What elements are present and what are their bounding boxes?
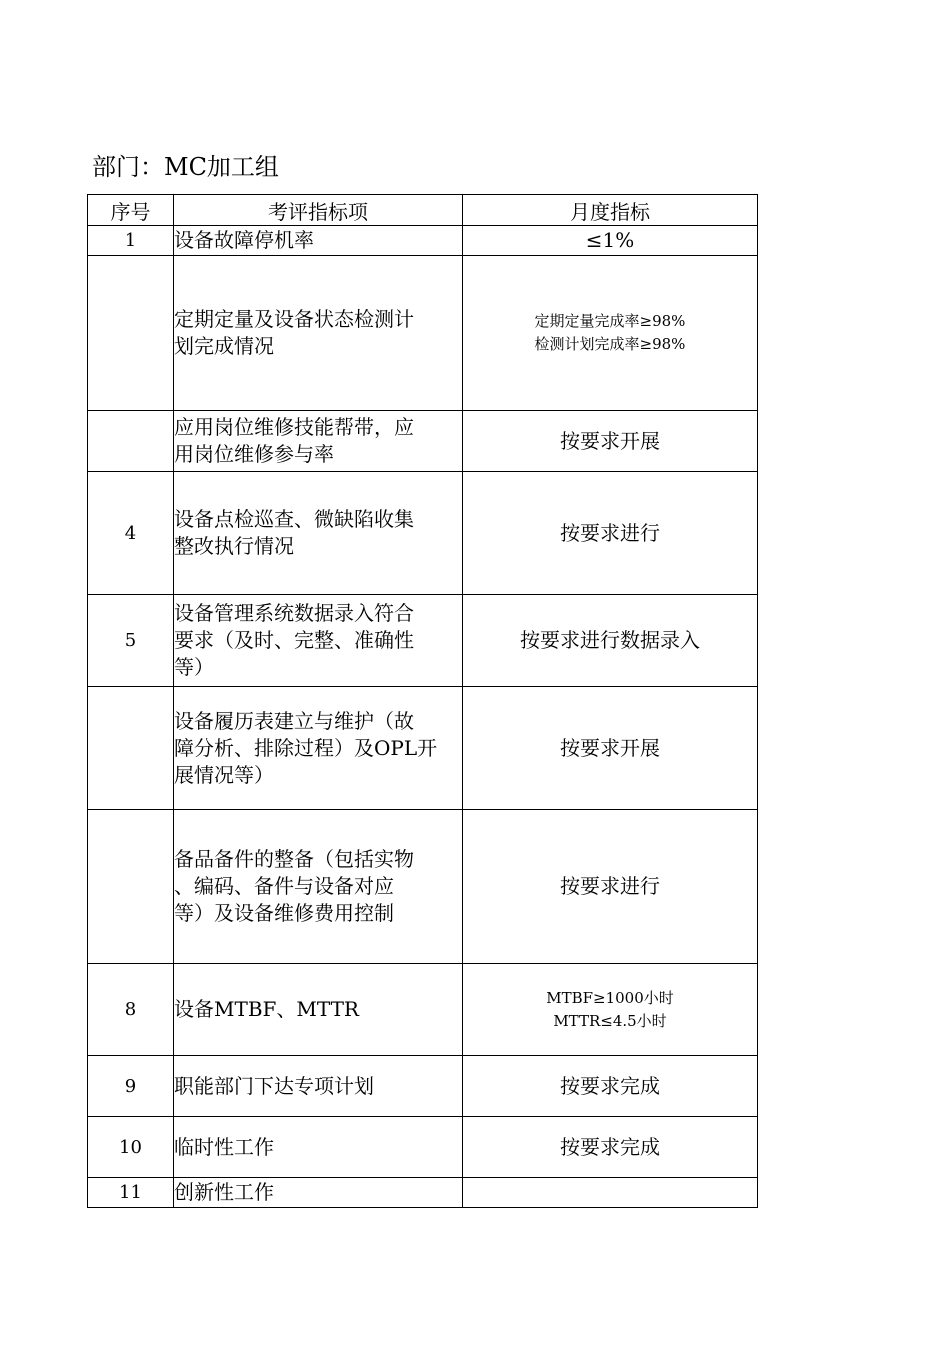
table-row — [88, 1056, 758, 1117]
row-item — [174, 411, 463, 472]
row-no: 10 — [88, 1117, 174, 1178]
header-no: 序号 — [88, 195, 174, 226]
row-item — [174, 964, 463, 1056]
table-row — [88, 810, 758, 964]
row-no — [88, 256, 174, 411]
item-line: 备品备件的整备（包括实物 — [174, 847, 414, 871]
table-row — [88, 411, 758, 472]
row-target — [463, 1117, 758, 1178]
target-line: 按要求开展 — [560, 428, 660, 453]
table-row — [88, 964, 758, 1056]
row-target — [463, 411, 758, 472]
target-line: 按要求开展 — [560, 735, 660, 760]
item-line: 等）及设备维修费用控制 — [174, 901, 394, 925]
item-line: 障分析、排除过程）及OPL开 — [174, 735, 438, 760]
row-item — [174, 1117, 463, 1178]
item-line: 等） — [174, 655, 214, 679]
row-target — [463, 1056, 758, 1117]
evaluation-table — [87, 194, 758, 1208]
row-no — [88, 810, 174, 964]
target-line: 定期定量完成率≥98% — [534, 312, 686, 330]
table-row — [88, 226, 758, 256]
target-line: MTTR≤4.5小时 — [553, 1011, 667, 1030]
target-line: 按要求进行 — [560, 874, 660, 898]
row-target — [463, 472, 758, 595]
target-line: 按要求完成 — [560, 1073, 660, 1098]
table-row — [88, 1117, 758, 1178]
item-line: 用岗位维修参与率 — [174, 442, 334, 466]
item-line: 临时性工作 — [174, 1134, 274, 1159]
row-target — [463, 687, 758, 810]
table-row — [88, 595, 758, 687]
item-line: 整改执行情况 — [174, 534, 294, 558]
table-row — [88, 472, 758, 595]
row-target — [463, 964, 758, 1056]
target-line: 按要求进行数据录入 — [520, 628, 700, 652]
row-item — [174, 1178, 463, 1208]
item-line: 设备故障停机率 — [174, 228, 314, 252]
item-line: 设备履历表建立与维护（故 — [174, 708, 414, 733]
row-item — [174, 595, 463, 687]
item-line: 定期定量及设备状态检测计 — [174, 307, 414, 331]
row-target — [463, 226, 758, 256]
department-title: 部门：MC加工组 — [92, 153, 279, 181]
row-no: 8 — [88, 964, 174, 1056]
row-item — [174, 256, 463, 411]
item-line: 创新性工作 — [174, 1180, 274, 1204]
row-target — [463, 1178, 758, 1208]
item-line: 设备管理系统数据录入符合 — [174, 601, 414, 625]
item-line: 要求（及时、完整、准确性 — [174, 628, 414, 652]
row-item — [174, 687, 463, 810]
target-line: MTBF≥1000小时 — [546, 988, 674, 1007]
row-target — [463, 595, 758, 687]
row-no: 9 — [88, 1056, 174, 1117]
header-target: 月度指标 — [463, 195, 758, 226]
item-line: 职能部门下达专项计划 — [174, 1073, 374, 1098]
item-line: 划完成情况 — [174, 334, 274, 358]
table-row — [88, 687, 758, 810]
table-row — [88, 256, 758, 411]
row-item — [174, 226, 463, 256]
row-no — [88, 411, 174, 472]
row-no: 5 — [88, 595, 174, 687]
table-row — [88, 1178, 758, 1208]
row-item — [174, 472, 463, 595]
row-no: 11 — [88, 1178, 174, 1208]
item-line: 、编码、备件与设备对应 — [174, 874, 394, 898]
row-target — [463, 810, 758, 964]
header-item: 考评指标项 — [174, 195, 463, 226]
item-line: 设备MTBF、MTTR — [174, 997, 359, 1021]
target-line: 按要求进行 — [560, 520, 660, 545]
row-no: 1 — [88, 226, 174, 256]
item-line: 应用岗位维修技能帮带，应 — [174, 415, 414, 439]
target-line: 检测计划完成率≥98% — [534, 335, 686, 353]
row-no: 4 — [88, 472, 174, 595]
item-line: 设备点检巡查、微缺陷收集 — [174, 507, 414, 531]
row-no — [88, 687, 174, 810]
item-line: 展情况等） — [174, 762, 274, 787]
row-item — [174, 1056, 463, 1117]
row-target — [463, 256, 758, 411]
row-item — [174, 810, 463, 964]
target-line: 按要求完成 — [560, 1134, 660, 1159]
header-row — [88, 195, 758, 226]
target-line: ≤1% — [585, 228, 635, 252]
